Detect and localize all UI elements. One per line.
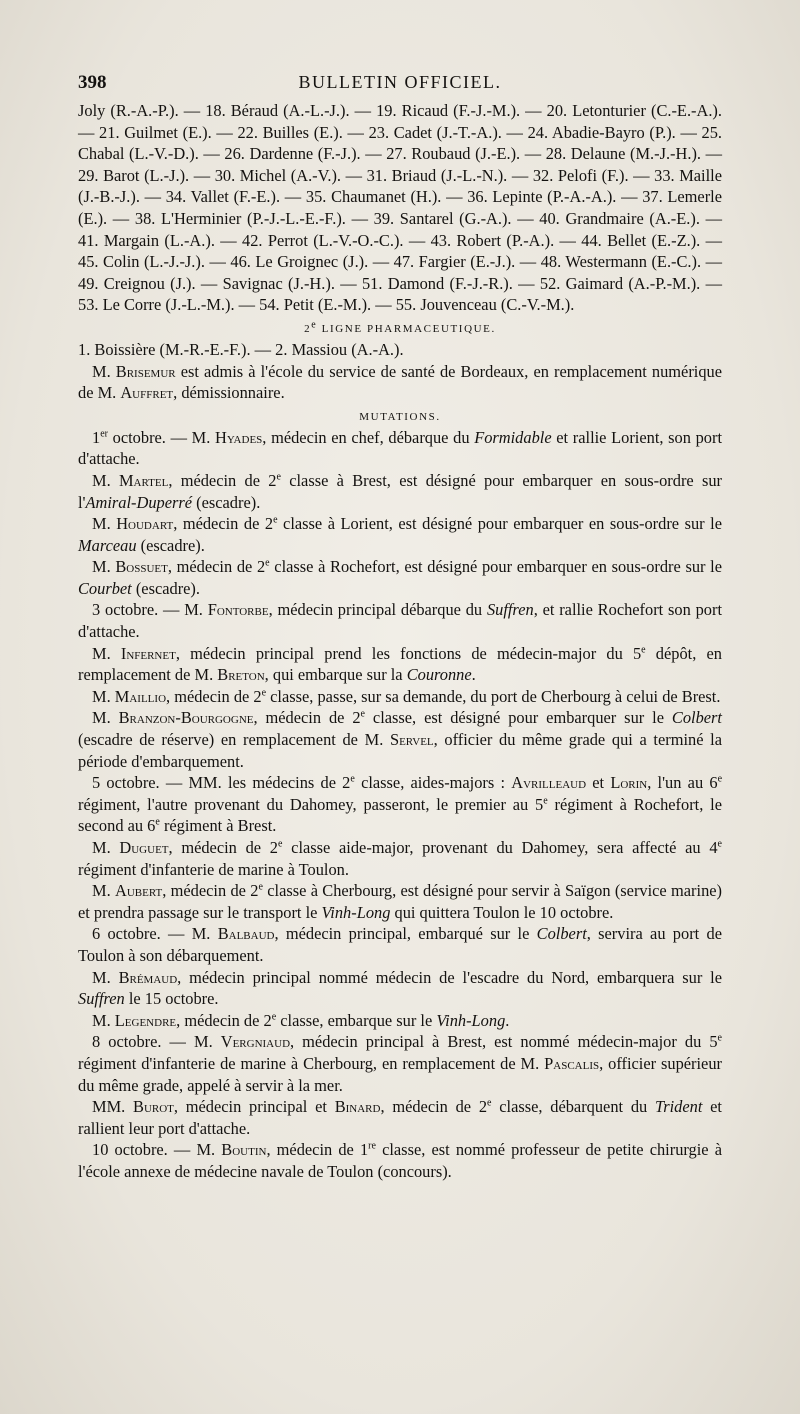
body-text [78,100,722,1183]
page-header [78,72,722,98]
paragraph-mutation: MM. Burot, médecin principal et Binard, médecin de 2e classe, débarquent du Trident et rallient leur port d'attache. [78,1097,722,1138]
paragraph-mutation: M. Martel, médecin de 2e classe à Brest, est désigné pour embarquer en sous-ordre sur l'Amiral-Duperré (escadre). [78,470,723,512]
paragraph-mutation: 8 octobre. — M. Vergniaud, médecin principal à Brest, est nommé médecin-major du 5e régiment d'infanterie de marine à Cherbourg, en remplacement de M. Pascalis, officier supérieur du même grade, appelé à servir à la mer. [78,1032,722,1095]
section-heading-mutations: MUTATIONS. [359,410,441,423]
paragraph-mutation: M. Legendre, médecin de 2e classe, embarque sur le Vinh-Long. [92,1010,510,1030]
paragraph-mutation: 10 octobre. — M. Boutin, médecin de 1re classe, est nommé professeur de petite chirurgie à l'école annexe de médecine navale de Toulon (concours). [78,1140,722,1181]
paragraph-mutation: M. Infernet, médecin principal prend les fonctions de médecin-major du 5e dépôt, en remplacement de M. Breton, qui embarque sur la Couronne. [78,643,722,685]
pharmaceutique-list-paragraph: 1. Boissière (M.-R.-E.-F.). — 2. Massiou (A.-A.). [78,339,404,359]
paragraph-mutation: 5 octobre. — MM. les médecins de 2e classe, aides-majors : Avrilleaud et Lorin, l'un au 6e régiment, l'autre provenant du Dahomey, passeront, le premier au 5e régiment à Rochefort, le second au 6e régiment à Brest. [78,773,723,836]
paragraph-mutation: M. Houdart, médecin de 2e classe à Lorient, est désigné pour embarquer en sous-ordre sur le Marceau (escadre). [78,514,722,555]
promotion-list-paragraph: Joly (R.-A.-P.). — 18. Béraud (A.-L.-J.). — 19. Ricaud (F.-J.-M.). — 20. Letonturier (C.-E.-A.). — 21. Guilmet (E.). — 22. Builles (E.). — 23. Cadet (J.-T.-A.). — 24. Abadie-Bayro (P.). — 25. Chabal (L.-V.-D.). — 26. Dardenne (F.-J.). — 27. Roubaud (J.-E.). — 28. Delaune (M.-J.-H.). — 29. Barot (L.-J.). — 30. Michel (A.-V.). — 31. Briaud (J.-L.-N.). — 32. Pelofi (F.). — 33. Maille (J.-B.-J.). — 34. Vallet (F.-E.). — 35. Chaumanet (H.). — 36. Lepinte (P.-A.-A.). — 37. Lemerle (E.). — 38. L'Herminier (P.-J.-L.-E.-F.). — 39. Santarel (G.-A.). — 40. Grandmaire (A.-E.). — 41. Margain (L.-A.). — 42. Perrot (L.-V.-O.-C.). — 43. Robert (P.-A.). — 44. Bellet (E.-Z.). — 45. Colin (L.-J.-J.). — 46. Le Groignec (J.). — 47. Fargier (E.-J.). — 48. Westermann (E.-C.). — 49. Creignou (J.). — Savignac (J.-H.). — 51. Damond (F.-J.-R.). — 52. Gaimard (A.-P.-M.). — 53. Le Corre (J.-L.-M.). — 54. Petit (E.-M.). — 55. Jouvenceau (C.-V.-M.). [78,101,722,315]
paragraph-mutation: 6 octobre. — M. Balbaud, médecin principal, embarqué sur le Colbert, servira au port de Toulon à son débarquement. [78,924,722,965]
paragraph-mutation: M. Maillio, médecin de 2e classe, passe, sur sa demande, du port de Cherbourg à celui de Brest. [92,686,721,706]
paragraph-mutation: M. Bossuet, médecin de 2e classe à Rochefort, est désigné pour embarquer en sous-ordre sur le Courbet (escadre). [78,557,722,598]
paragraph-brisemur: M. Brisemur est admis à l'école du service de santé de Bordeaux, en remplacement numérique de M. Auffret, démissionnaire. [78,361,722,403]
paragraph-mutation: M. Aubert, médecin de 2e classe à Cherbourg, est désigné pour servir à Saïgon (service marine) et prendra passage sur le transport le Vinh-Long qui quittera Toulon le 10 octobre. [78,881,722,922]
paragraph-mutation: M. Duguet, médecin de 2e classe aide-major, provenant du Dahomey, sera affecté au 4e régiment d'infanterie de marine à Toulon. [78,838,722,879]
running-title: BULLETIN OFFICIEL. [298,72,502,92]
paragraph-mutation: 1er octobre. — M. Hyades, médecin en chef, débarque du Formidable et rallie Lorient, son port d'attache. [78,427,722,469]
paragraph-mutation: M. Branzon-Bourgogne, médecin de 2e classe, est désigné pour embarquer sur le Colbert (escadre de réserve) en remplacement de M. Servel, officier du même grade qui a terminé la période d'embarquement. [78,708,722,771]
paragraph-mutation: 3 octobre. — M. Fontorbe, médecin principal débarque du Suffren, et rallie Rochefort son port d'attache. [78,600,722,642]
paragraph-mutation: M. Brémaud, médecin principal nommé médecin de l'escadre du Nord, embarquera sur le Suffren le 15 octobre. [78,967,722,1009]
page-number: 398 [78,72,107,93]
section-heading-pharmaceutique: 2e LIGNE PHARMACEUTIQUE. [304,319,496,335]
